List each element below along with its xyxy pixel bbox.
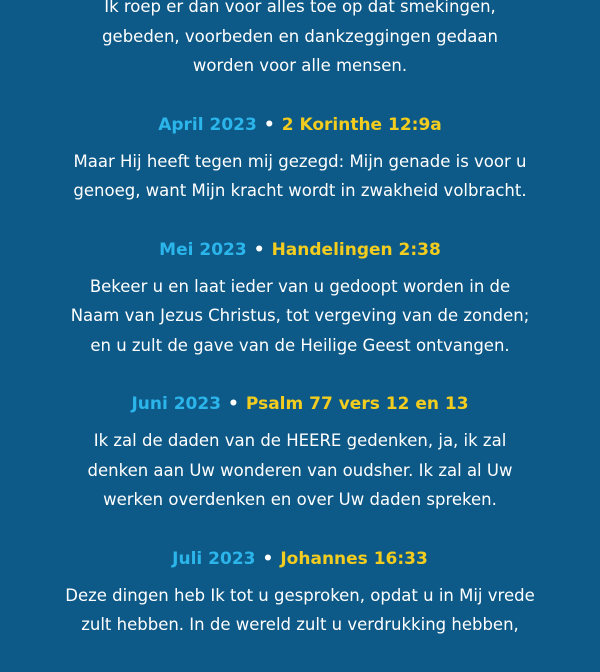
bible-reference: Psalm 77 vers 12 en 13 xyxy=(245,394,469,414)
verse-entry-juni xyxy=(0,392,600,515)
verse-line: werken overdenken en over Uw daden spreken. xyxy=(103,490,497,509)
intro-verse xyxy=(0,0,600,81)
month-label: Juli 2023 xyxy=(172,548,256,569)
verse-entry-mei xyxy=(0,238,600,361)
separator-dot: • xyxy=(253,239,265,260)
verse-line: zult hebben. In de wereld zult u verdrukking hebben, xyxy=(81,615,519,634)
verse-line: Ik zal de daden van de HEERE gedenken, ja, ik zal xyxy=(93,431,507,450)
month-label: Mei 2023 xyxy=(159,239,247,260)
verse-line: denken aan Uw wonderen van oudsher. Ik zal al Uw xyxy=(87,460,513,480)
month-label: April 2023 xyxy=(158,114,257,135)
separator-dot: • xyxy=(262,548,274,569)
bible-reference: 2 Korinthe 12:9a xyxy=(281,114,442,135)
verse-line: en u zult de gave van de Heilige Geest ontvangen. xyxy=(90,335,510,355)
separator-dot: • xyxy=(263,114,275,135)
verse-heading xyxy=(0,547,600,571)
separator-dot: • xyxy=(228,394,239,414)
bible-reference: Johannes 16:33 xyxy=(280,548,428,569)
verse-line: Bekeer u en laat ieder van u gedoopt worden in de xyxy=(89,276,511,296)
verse-entry-april xyxy=(0,113,600,206)
verse-line: Deze dingen heb Ik tot u gesproken, opdat u in Mij vrede xyxy=(65,585,535,605)
verse-line: Maar Hij heeft tegen mij gezegd: Mijn genade is voor u xyxy=(73,151,527,171)
verse-heading xyxy=(0,238,600,262)
verse-line: gebeden, voorbeden en dankzeggingen gedaan xyxy=(102,26,498,46)
verse-heading xyxy=(0,113,600,137)
verse-line: worden voor alle mensen. xyxy=(192,56,408,75)
verse-line: Ik roep er dan voor alles toe op dat smekingen, xyxy=(104,0,496,16)
bible-reference: Handelingen 2:38 xyxy=(271,239,441,260)
verse-entry-juli xyxy=(0,547,600,640)
verse-line: Naam van Jezus Christus, tot vergeving van de zonden; xyxy=(70,306,530,325)
verse-line: genoeg, want Mijn kracht wordt in zwakheid volbracht. xyxy=(73,181,527,200)
month-label: Juni 2023 xyxy=(131,394,222,414)
verse-heading xyxy=(0,392,600,416)
